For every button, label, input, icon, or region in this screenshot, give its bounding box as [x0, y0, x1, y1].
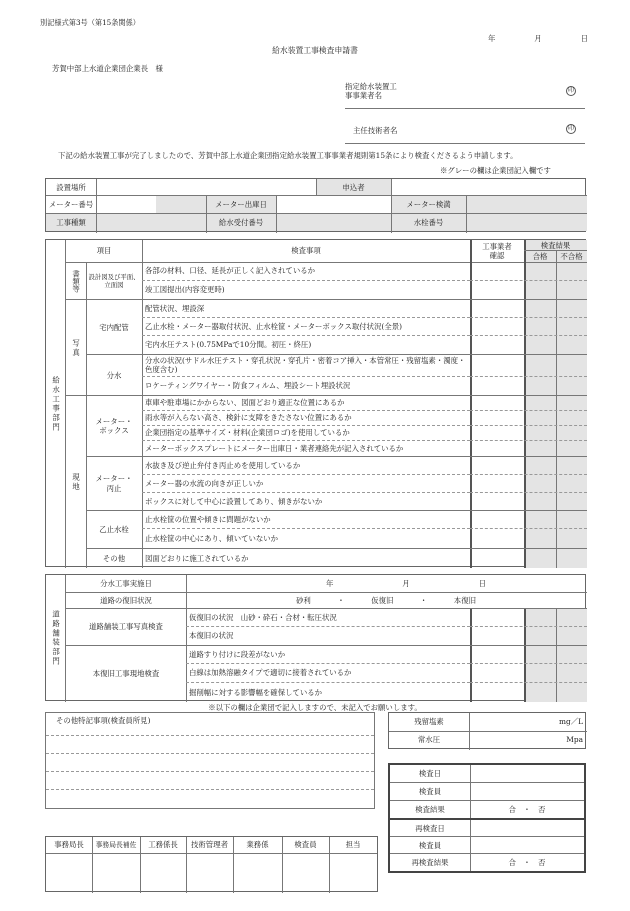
- page-title: 給水装置工事検査申請書: [272, 46, 358, 55]
- check-row: 分水の状況(サドル水圧テスト・穿孔状況・穿孔片・密着コア挿入・本管常圧・残留塩素・濁度・色度含む): [142, 355, 470, 377]
- site-inspect-label: 本復旧工事現地検査: [92, 669, 160, 679]
- remarks-label: その他特記事項(検査員所見): [56, 716, 151, 725]
- date-line: [488, 34, 588, 43]
- restore-option: 砂利: [296, 596, 311, 605]
- branch-day: 日: [478, 579, 486, 588]
- reexam-inspector-label: 検査員: [418, 840, 442, 850]
- road-row: 掘削幅に対する影響幅を確保しているか: [189, 687, 323, 697]
- reexam-date-label: 再検査日: [415, 823, 445, 833]
- exam-date-label: 検査日: [418, 769, 442, 779]
- sub-indoor-piping: 宅内配管: [99, 322, 129, 332]
- head-matters: 検査事項: [291, 246, 321, 256]
- sub-meter-box: メーター・ボックス: [95, 416, 133, 435]
- pressure-label: 常水圧: [417, 735, 441, 745]
- stamp-header: 事務局長補佐: [95, 840, 137, 849]
- contractor-label: 指定給水装置工 事事業者名: [345, 82, 397, 101]
- check-row: 配管状況、埋設深: [142, 300, 470, 318]
- check-row: 宅内水圧テスト(0.75MPaで10分間。初圧・終圧): [145, 340, 312, 350]
- water-section-label: 給水工事部門: [51, 375, 61, 433]
- seal-icon: 印: [567, 87, 574, 94]
- pressure-unit: Mpa: [566, 735, 583, 745]
- stamp-table: [45, 836, 378, 892]
- stamp-header: 検査員: [294, 840, 317, 850]
- reexam-result-label: 再検査結果: [411, 857, 449, 867]
- stamp-header: 担当: [345, 840, 361, 850]
- head-item: 項目: [96, 246, 112, 256]
- head-pass: 合格: [532, 251, 548, 261]
- group-documents: 書類等: [71, 269, 81, 293]
- contractor-line: [345, 108, 585, 109]
- gray-note: ※グレーの欄は企業団記入欄です: [440, 166, 551, 175]
- chlorine-label: 残留塩素: [414, 717, 444, 727]
- check-row: 止水栓筐の位置や傾きに問題がないか: [142, 511, 470, 529]
- work-type-label: 工事種類: [56, 217, 86, 227]
- road-section-label: 道路舗装部門: [51, 610, 61, 667]
- branch-date-fields: [326, 579, 486, 588]
- lower-note: ※以下の欄は企業団で記入しますので、未記入でお願いします。: [208, 703, 422, 712]
- site-label: 設置場所: [56, 182, 86, 192]
- road-row: 道路すり付けに段差がないか: [186, 646, 470, 664]
- road-row: 本復旧の状況: [189, 631, 234, 641]
- check-row: メーターボックスプレートにメーター出庫日・業者連絡先が記入されているか: [145, 443, 404, 453]
- restore-option: 本復旧: [453, 596, 476, 605]
- check-row: ロケーティングワイヤー・防食フィルム、埋設シート埋設状況: [145, 381, 351, 391]
- date-month: 月: [534, 34, 542, 43]
- restore-label: 道路の復旧状況: [100, 595, 152, 605]
- check-row: ボックスに対して中心に設置してあり、傾きがないか: [145, 496, 323, 506]
- head-confirm: 工事業者 確認: [482, 241, 512, 260]
- check-row: 車庫や駐車場にかからない、図面どおり適正な位置にあるか: [142, 396, 470, 411]
- group-photos: 写真: [71, 338, 81, 358]
- sub-other: その他: [102, 553, 126, 563]
- check-row: 乙止水栓・メーター器取付状況、止水栓筐・メーターボックス取付状況(全景): [142, 318, 470, 336]
- addressee: 芳賀中部上水道企業団企業長 様: [52, 64, 163, 73]
- valve-no-label: 水栓番号: [413, 217, 444, 227]
- engineer-label: 主任技術者名: [353, 126, 398, 135]
- restore-options: [296, 596, 476, 605]
- check-row: 水抜き及び逆止弁付き丙止めを使用しているか: [142, 457, 470, 475]
- stamp-header: 事務局長: [54, 840, 84, 850]
- meter-date-label: メーター出庫日: [215, 200, 267, 210]
- group-site: 現地: [71, 472, 81, 492]
- check-row: 図面どおりに施工されているか: [145, 553, 249, 563]
- sub-meter-stop: メーター・丙止: [95, 474, 133, 493]
- exam-result-label: 検査結果: [415, 805, 445, 815]
- form-number: 別記様式第3号（第15条関係）: [40, 18, 140, 27]
- road-row: 仮復旧の状況 山砂・砕石・合材・転圧状況: [186, 609, 470, 627]
- road-row: 白線は加熱溶融タイプで適切に接着されているか: [186, 664, 470, 683]
- stamp-header: 工務係長: [148, 840, 178, 850]
- branch-year: 年: [326, 579, 334, 588]
- meter-no-label: メーター番号: [48, 200, 94, 210]
- restore-option: ・: [337, 596, 345, 605]
- check-row: 竣工図提出(内容変更時): [145, 285, 225, 295]
- chlorine-table: [388, 712, 586, 749]
- head-fail: 不合格: [560, 251, 583, 261]
- check-row: 企業団指定の基準サイズ・材料(企業団ロゴ)を使用しているか: [142, 426, 470, 441]
- exam-inspector-label: 検査員: [418, 787, 442, 797]
- head-result: 検査結果: [540, 240, 571, 250]
- remarks-box: [45, 712, 375, 809]
- chlorine-unit: mg／L: [558, 717, 583, 727]
- date-year: 年: [488, 34, 496, 43]
- sub-b-valve: 乙止水栓: [99, 525, 129, 535]
- photo-inspect-label: 道路舗装工事写真検査: [89, 622, 163, 632]
- stamp-header: 業務係: [246, 840, 269, 850]
- check-row: 各部の材料、口径、延長が正しく記入されているか: [142, 262, 470, 281]
- meter-check-label: メーター検満: [406, 200, 451, 210]
- request-text: 下記の給水装置工事が完了しましたので、芳賀中部上水道企業団指定給水装置工事事業者規則第15条により検査くださるよう申請します。: [58, 151, 518, 160]
- stamp-header: 技術管理者: [191, 840, 228, 850]
- restore-option: ・: [419, 596, 428, 605]
- check-row: 止水栓筐の中心にあり、傾いていないか: [145, 533, 279, 543]
- sub-branch: 分水: [106, 370, 122, 380]
- sub-drawings: 設計図及び平面、立面図: [88, 273, 140, 289]
- exam-table: [388, 763, 586, 873]
- branch-month: 月: [402, 579, 410, 588]
- reexam-result-value: 合 ・ 否: [508, 857, 546, 867]
- inspection-table: [45, 239, 586, 567]
- receipt-no-label: 給水受付番号: [218, 217, 264, 227]
- check-row: 雨水等が入らない高さ、検針に支障をきたさない位置にあるか: [142, 411, 470, 426]
- restore-option: 仮復旧: [371, 596, 394, 605]
- info-table: [45, 178, 586, 232]
- seal-icon: 印: [567, 125, 574, 132]
- engineer-line: [345, 143, 585, 144]
- exam-result-value: 合 ・ 否: [508, 805, 546, 815]
- check-row: メーター器の水流の向きが正しいか: [142, 475, 470, 493]
- road-table: [45, 574, 586, 701]
- branch-date-label: 分水工事実施日: [100, 578, 152, 588]
- applicant-label: 申込者: [342, 182, 365, 192]
- date-day: 日: [580, 34, 588, 43]
